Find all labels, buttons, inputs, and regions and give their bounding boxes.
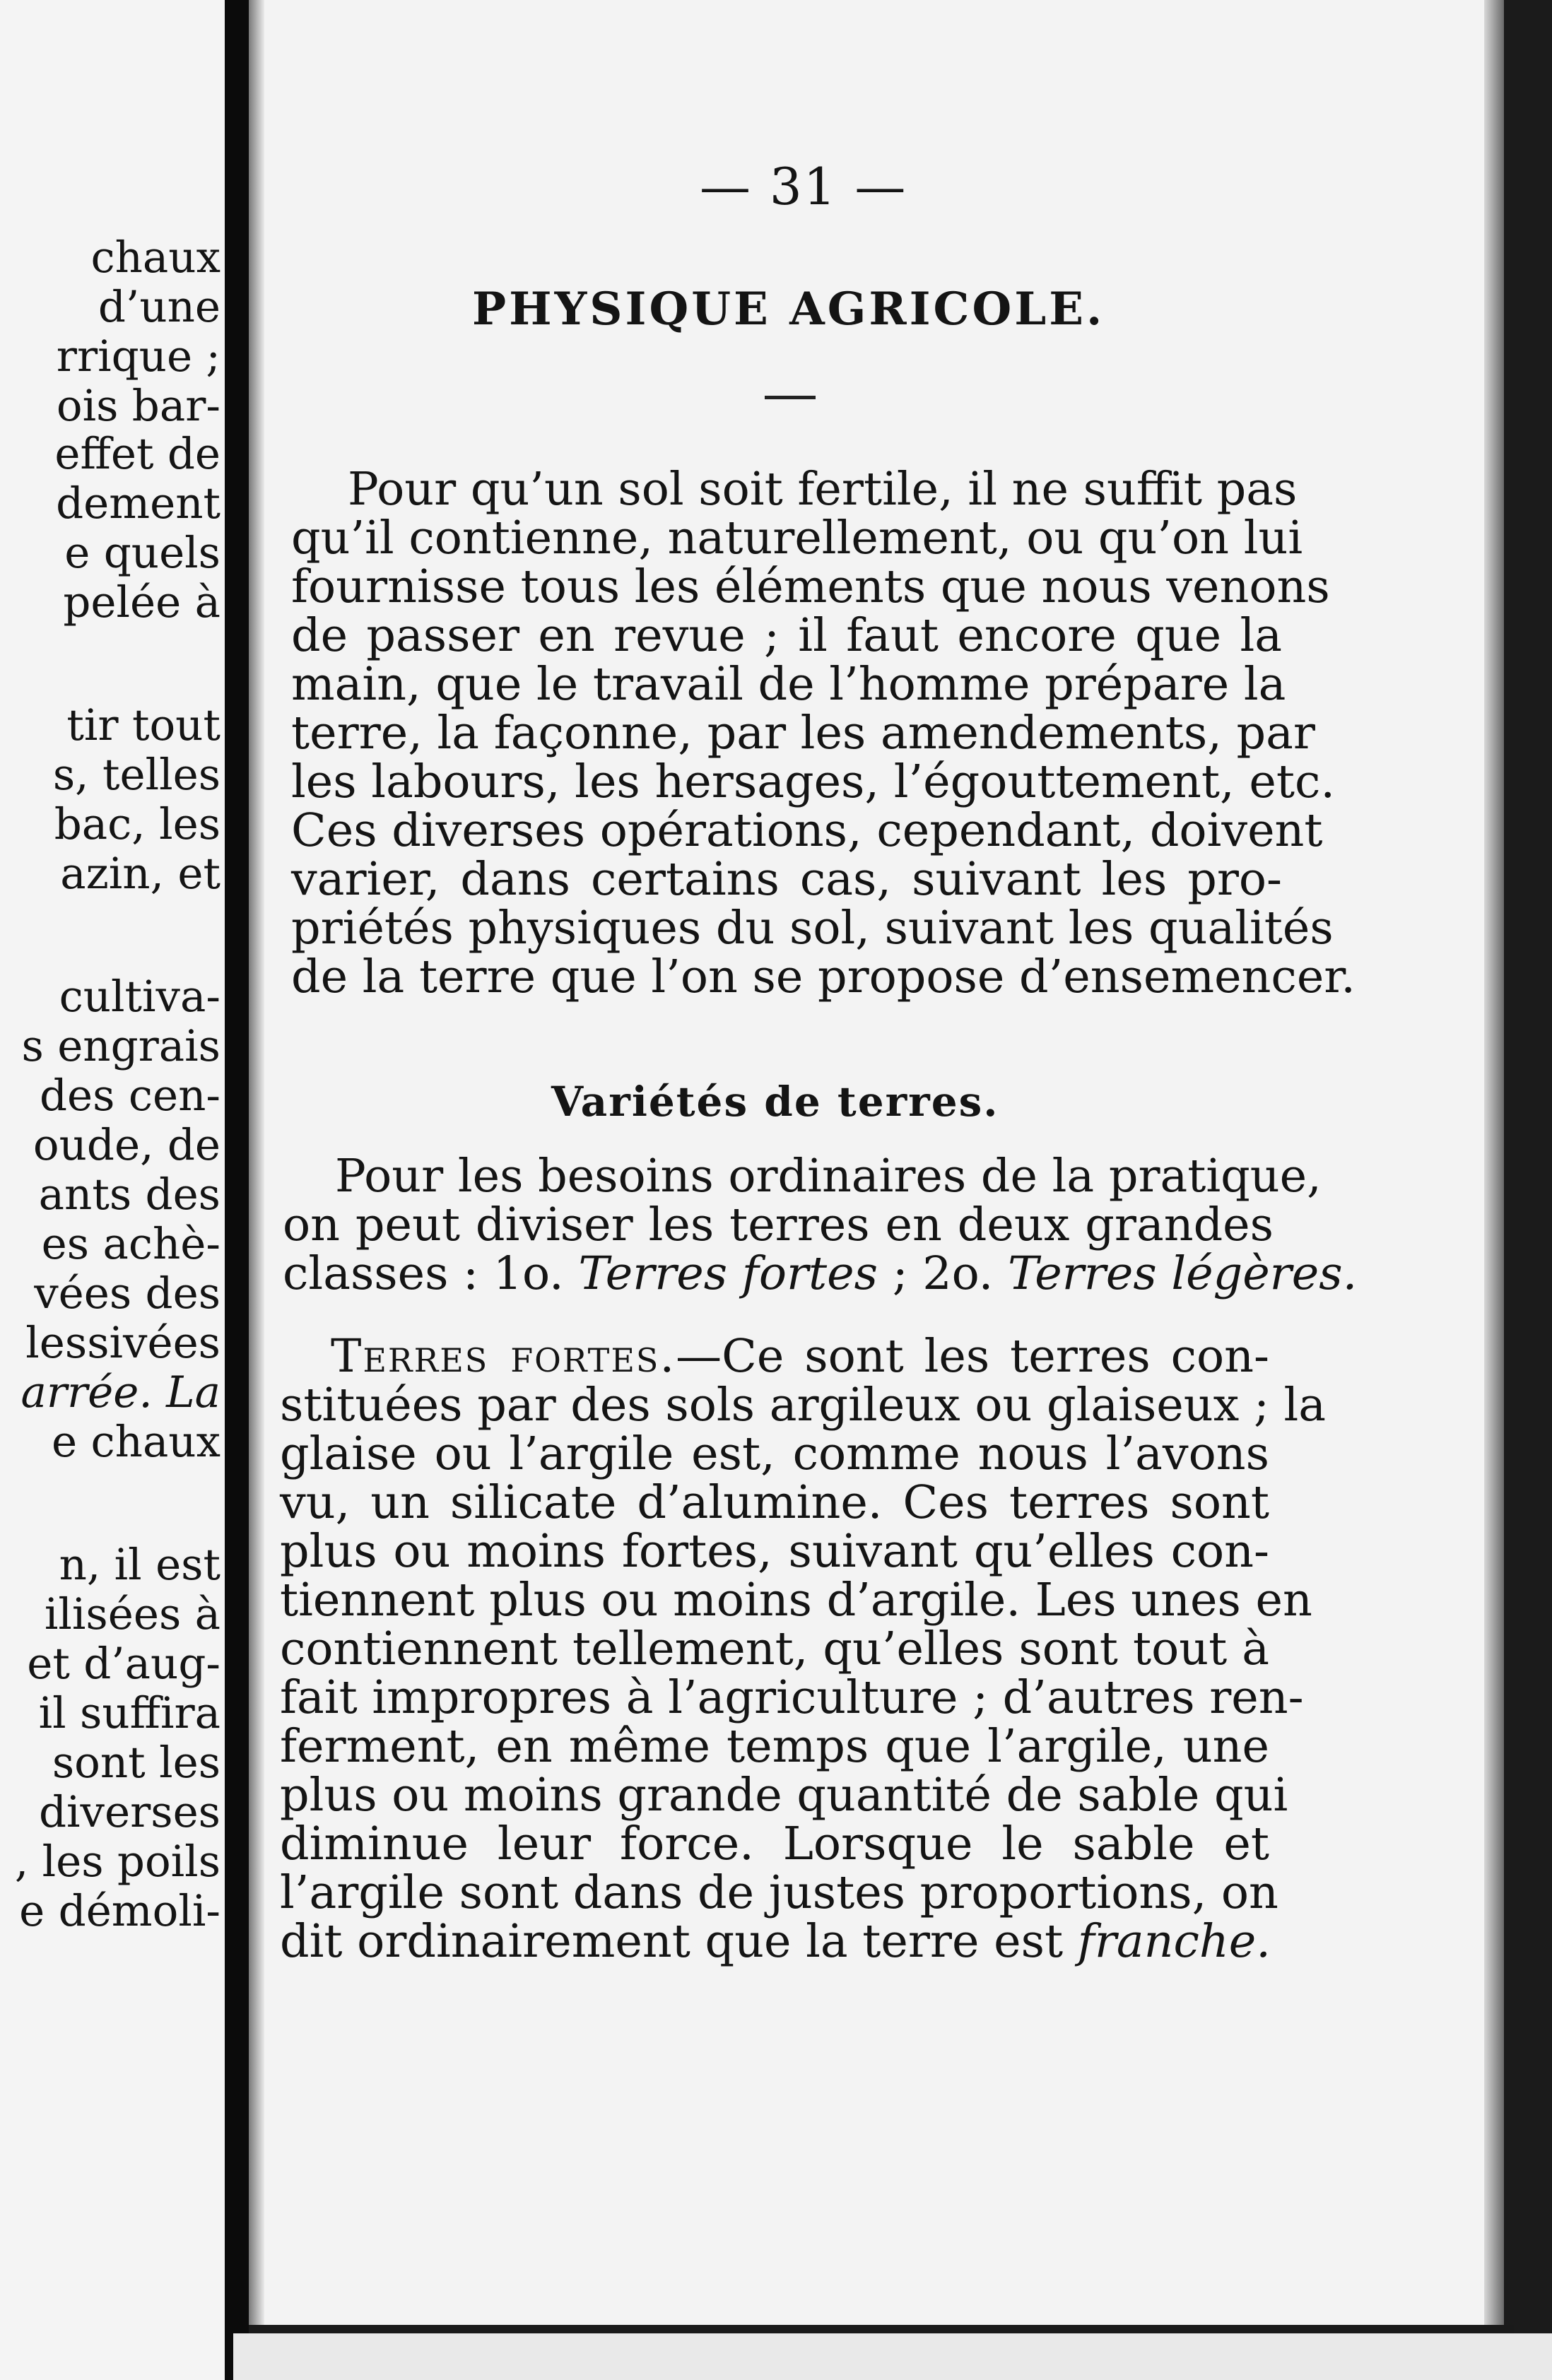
intro-line: de la terre que l’on se propose d’ensemencer.	[291, 950, 1356, 1003]
fortes-line: l’argile sont dans de justes proportions, on	[280, 1866, 1278, 1919]
terres-fortes-label: Terres fortes	[578, 1247, 878, 1300]
page-bottom-edge	[249, 2325, 1514, 2333]
intro-line: les labours, les hersages, l’égouttement, etc.	[291, 755, 1336, 808]
left-page-line: s engrais	[21, 1021, 221, 1071]
classes-line	[283, 1247, 1358, 1300]
left-page-line: chaux	[90, 232, 221, 283]
left-page-line: sont les	[52, 1738, 221, 1788]
book-gutter	[225, 0, 249, 2380]
left-page-line: es achè-	[41, 1219, 221, 1269]
fortes-first-rest: —Ce sont les terres con-	[676, 1330, 1269, 1383]
intro-paragraph	[291, 463, 1356, 1003]
left-page-line: ois bar-	[56, 381, 221, 431]
intro-line: fournisse tous les éléments que nous venons	[291, 560, 1330, 613]
left-page-line: cultiva-	[59, 972, 221, 1022]
left-page-line: e démoli-	[19, 1886, 221, 1936]
classes-prefix: classes : 1o.	[283, 1247, 564, 1300]
left-page-line: e chaux	[52, 1417, 221, 1467]
left-page-line: pelée à	[63, 577, 221, 628]
section-title: PHYSIQUE AGRICOLE.	[472, 283, 1105, 336]
page-edge-shadow	[1484, 0, 1504, 2380]
title-rule	[765, 396, 816, 399]
intro-line: Ces diverses opérations, cependant, doivent	[291, 804, 1323, 857]
scan-bottom-margin	[233, 2333, 1552, 2380]
left-page-line: ilisées à	[44, 1589, 221, 1639]
fortes-first-line	[280, 1332, 1269, 1381]
classes-line: on peut diviser les terres en deux grandes	[283, 1198, 1274, 1251]
classes-paragraph	[283, 1150, 1358, 1300]
fortes-heading: Terres fortes.	[331, 1330, 676, 1383]
fortes-line: tiennent plus ou moins d’argile. Les unes en	[280, 1574, 1312, 1627]
classes-line: Pour les besoins ordinaires de la pratique,	[335, 1150, 1322, 1203]
fortes-line: plus ou moins grande quantité de sable qui	[280, 1769, 1288, 1822]
left-page-line: s, telles	[52, 750, 221, 800]
left-page-line: diverses	[39, 1787, 221, 1837]
left-page-line: vées des	[34, 1268, 221, 1319]
fortes-line: glaise ou l’argile est, comme nous l’avons	[280, 1427, 1269, 1480]
intro-line: de passer en revue ; il faut encore que la	[291, 609, 1282, 662]
terres-legeres-label: Terres légères.	[1007, 1247, 1358, 1300]
left-page-line: d’une	[98, 282, 221, 332]
fortes-line: ferment, en même temps que l’argile, une	[280, 1720, 1269, 1773]
left-page-line: azin, et	[60, 849, 221, 899]
fortes-last-prefix: dit ordinairement que la terre est	[280, 1915, 1064, 1968]
fortes-line: diminue leur force. Lorsque le sable et	[280, 1818, 1269, 1871]
fortes-line: contiennent tellement, qu’elles sont tout à	[280, 1622, 1269, 1675]
fortes-line: vu, un silicate d’alumine. Ces terres sont	[280, 1476, 1269, 1529]
left-page-line: des cen-	[39, 1071, 221, 1121]
intro-line: qu’il contienne, naturellement, ou qu’on lui	[291, 512, 1303, 565]
page-number: — 31 —	[700, 157, 907, 216]
left-page-line: , les poils	[14, 1837, 221, 1887]
left-page-fragment	[0, 0, 233, 2380]
terres-fortes-paragraph	[280, 1330, 1327, 1968]
fortes-line: plus ou moins fortes, suivant qu’elles con-	[280, 1525, 1269, 1578]
intro-line: Pour qu’un sol soit fertile, il ne suffit pas	[348, 463, 1298, 516]
intro-line: priétés physiques du sol, suivant les qualités	[291, 902, 1334, 955]
gutter-shadow	[249, 0, 264, 2380]
intro-line: main, que le travail de l’homme prépare la	[291, 658, 1286, 711]
left-page-line: lessivées	[25, 1318, 221, 1368]
intro-line: varier, dans certains cas, suivant les pro-	[291, 853, 1282, 906]
left-page-line: dement	[56, 478, 221, 529]
franche-word: franche.	[1077, 1915, 1271, 1968]
classes-mid: ; 2o.	[892, 1247, 994, 1300]
left-page-line: arrée. La	[20, 1367, 221, 1418]
left-page-line: n, il est	[59, 1540, 221, 1590]
left-page-line: effet de	[54, 429, 221, 479]
intro-line: terre, la façonne, par les amendements, par	[291, 707, 1315, 760]
left-page-line: il suffira	[38, 1688, 221, 1738]
book-right-edge	[1504, 0, 1552, 2380]
left-page-line: bac, les	[54, 799, 221, 849]
left-page-line: tir tout	[66, 700, 221, 750]
left-page-line: ants des	[38, 1170, 221, 1220]
fortes-line: fait impropres à l’agriculture ; d’autres ren-	[280, 1671, 1304, 1724]
fortes-last-line	[280, 1917, 1269, 1966]
left-page-line: et d’aug-	[27, 1639, 221, 1689]
left-page-line: e quels	[64, 528, 221, 578]
subsection-title: Variétés de terres.	[551, 1078, 999, 1126]
fortes-line: stituées par des sols argileux ou glaiseux ; la	[280, 1379, 1327, 1432]
left-page-line: rrique ;	[56, 331, 221, 382]
left-page-line: oude, de	[33, 1120, 221, 1170]
